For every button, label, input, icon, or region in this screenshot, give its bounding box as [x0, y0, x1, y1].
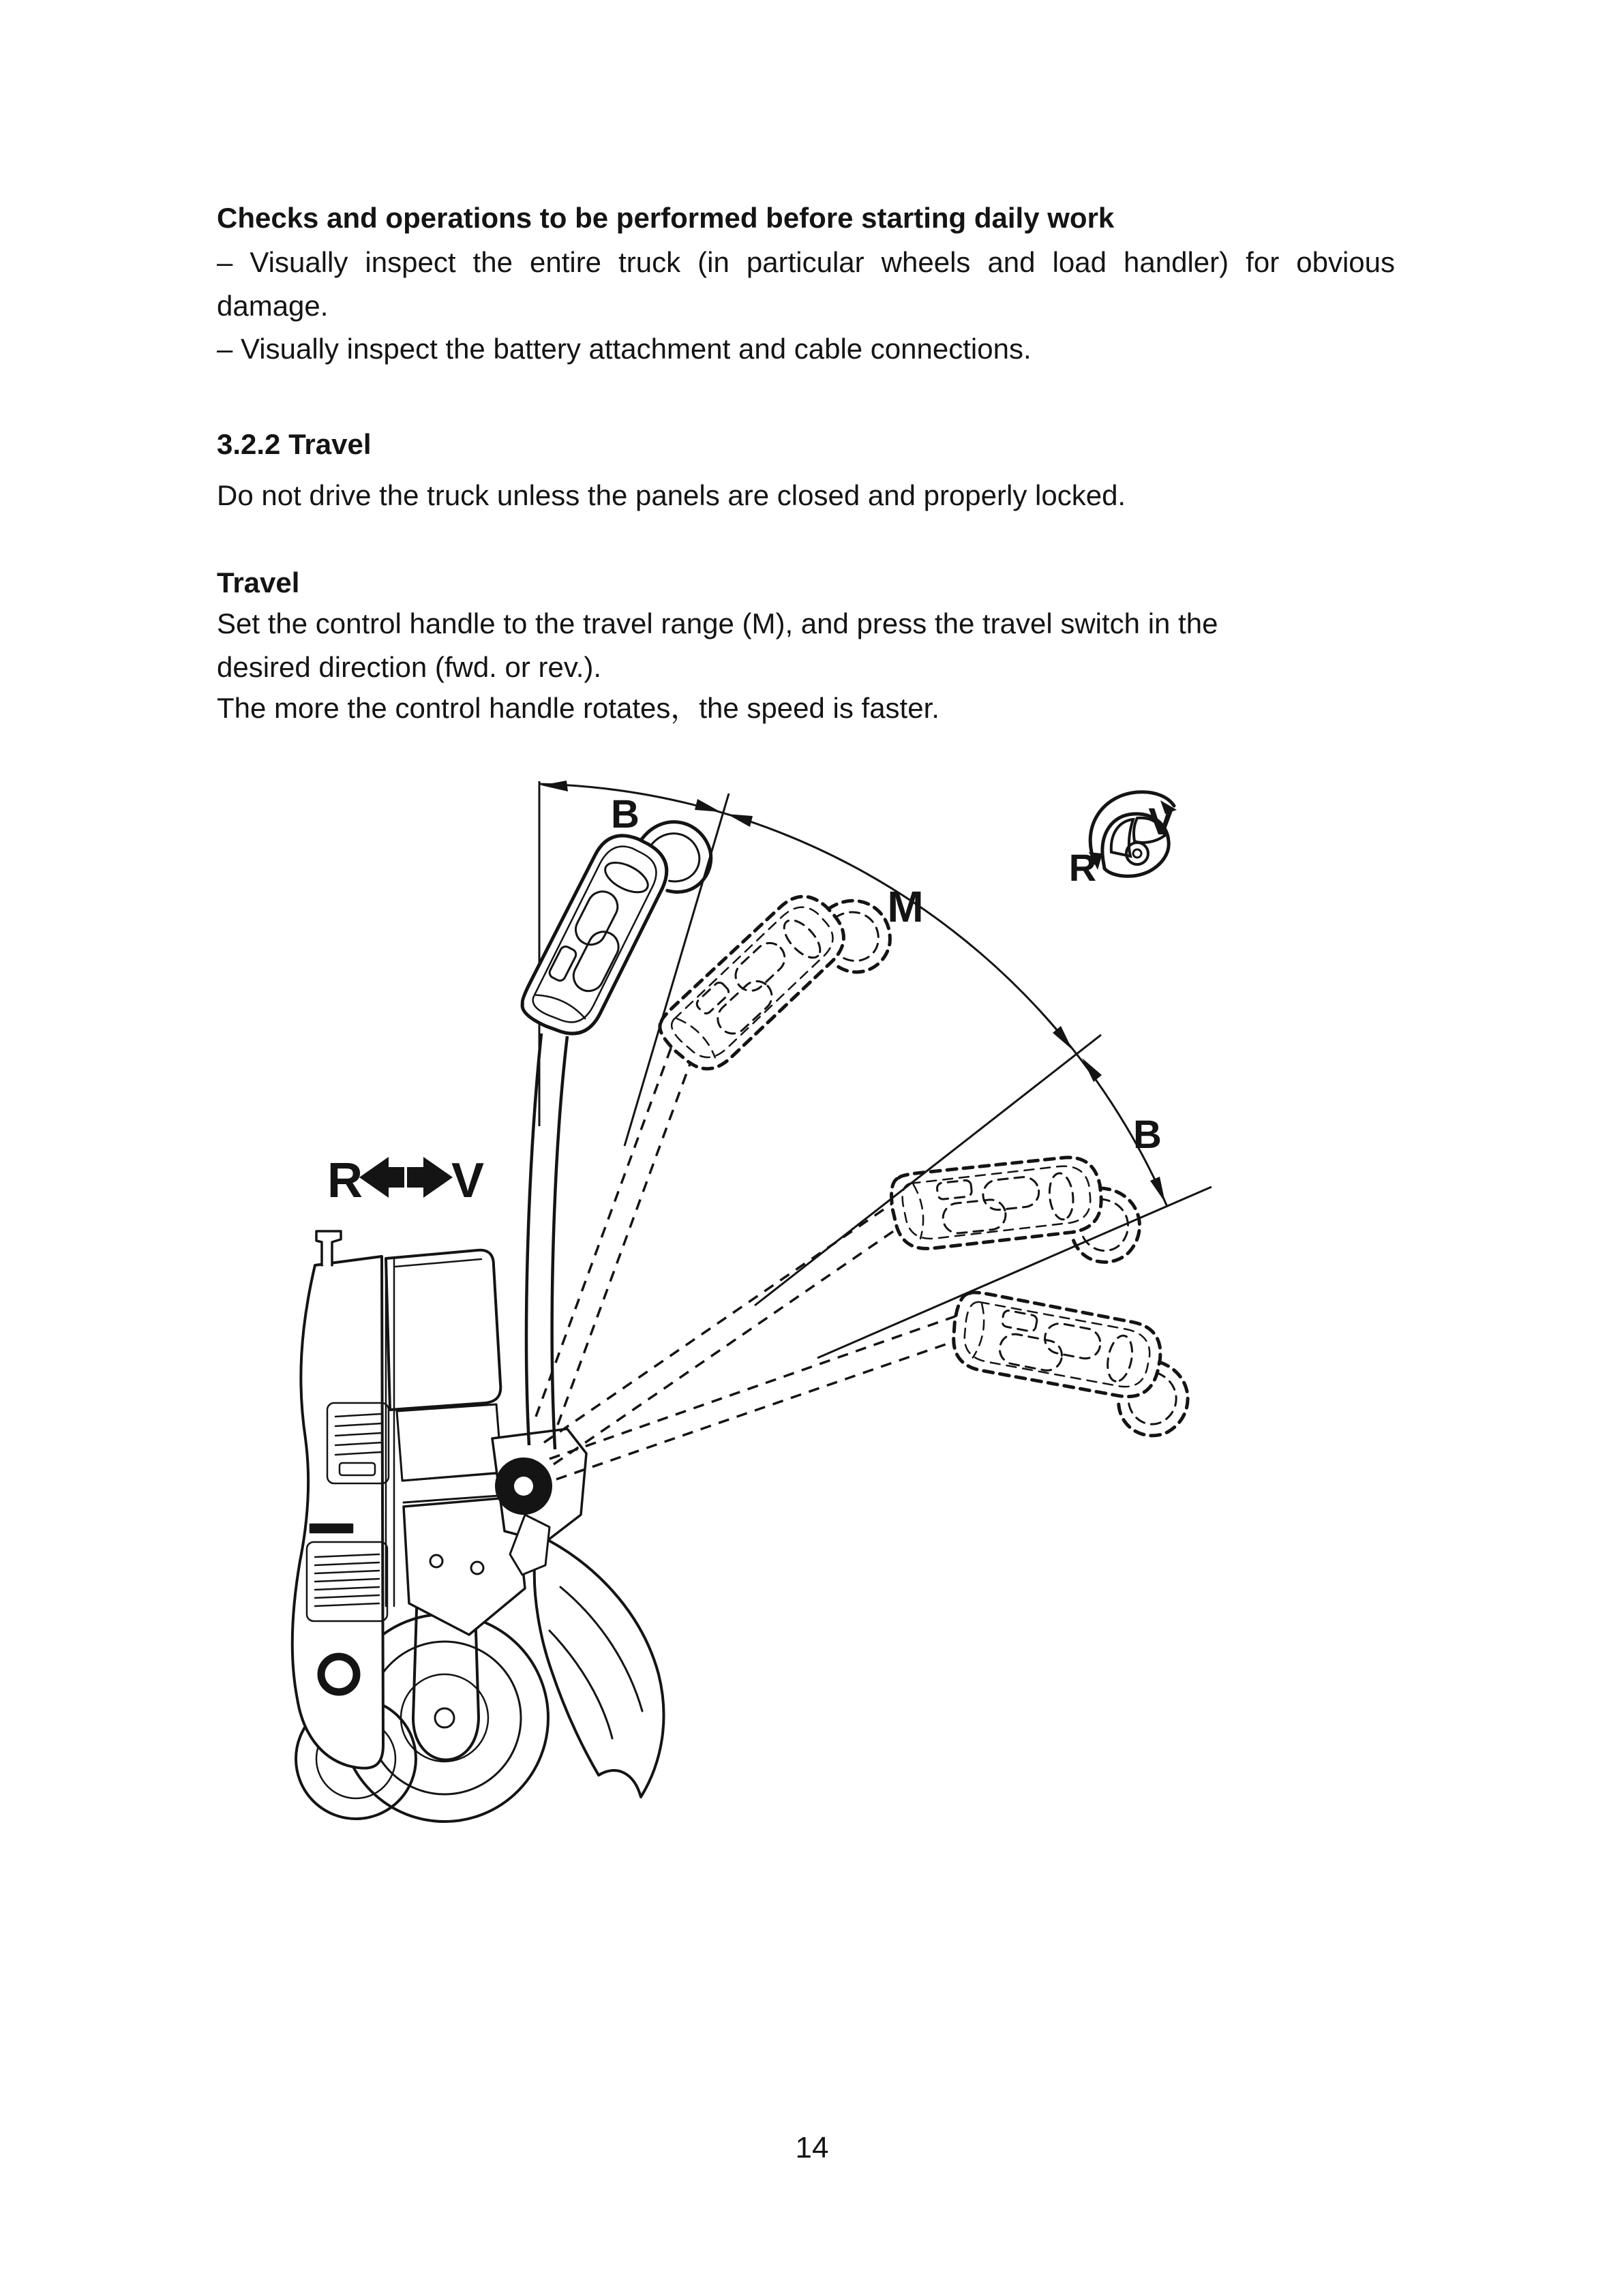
section-heading: 3.2.2 Travel — [217, 428, 372, 460]
zone-label-b-bottom: B — [1133, 1113, 1162, 1157]
check-item-1-line2: damage. — [217, 290, 329, 322]
grip-label-r: R — [1068, 846, 1097, 889]
arrow-right-icon — [407, 1157, 453, 1198]
ghost-shafts — [536, 1046, 963, 1479]
travel-subheading: Travel — [217, 567, 300, 599]
checks-heading: Checks and operations to be performed before starting daily work — [217, 202, 1115, 234]
truck-body-drawing — [292, 1231, 664, 1822]
page-number: 14 — [795, 2131, 829, 2164]
arrow-left-icon — [359, 1157, 404, 1198]
section-warning: Do not drive the truck unless the panels are closed and properly locked. — [217, 479, 1126, 511]
zone-label-b-top: B — [611, 792, 640, 836]
direction-label-v: V — [451, 1153, 485, 1208]
tiller-pivot — [495, 1457, 552, 1515]
check-item-2: – Visually inspect the battery attachment and cable connections. — [217, 333, 1032, 365]
check-item-1-line1: – Visually inspect the entire truck (in particular wheels and load handler) for obvious — [217, 246, 1395, 278]
grip-label-v: V — [1148, 800, 1174, 843]
direction-label-r: R — [327, 1153, 363, 1208]
zone-label-m: M — [887, 882, 924, 931]
tiller-head-position-4 — [940, 1288, 1201, 1441]
tiller-arm-shaft — [526, 1033, 567, 1449]
travel-line2: desired direction (fwd. or rev.). — [217, 651, 602, 683]
tiller-head-position-2 — [652, 860, 905, 1105]
battery-cover — [386, 1250, 500, 1410]
tilt-lever — [316, 1231, 341, 1265]
direction-arrows — [359, 1157, 453, 1198]
wheel-fender — [535, 1535, 664, 1797]
travel-line1: Set the control handle to the travel range (M), and press the travel switch in the — [217, 607, 1218, 639]
travel-line3: The more the control handle rotates，the speed is faster. — [217, 692, 939, 724]
